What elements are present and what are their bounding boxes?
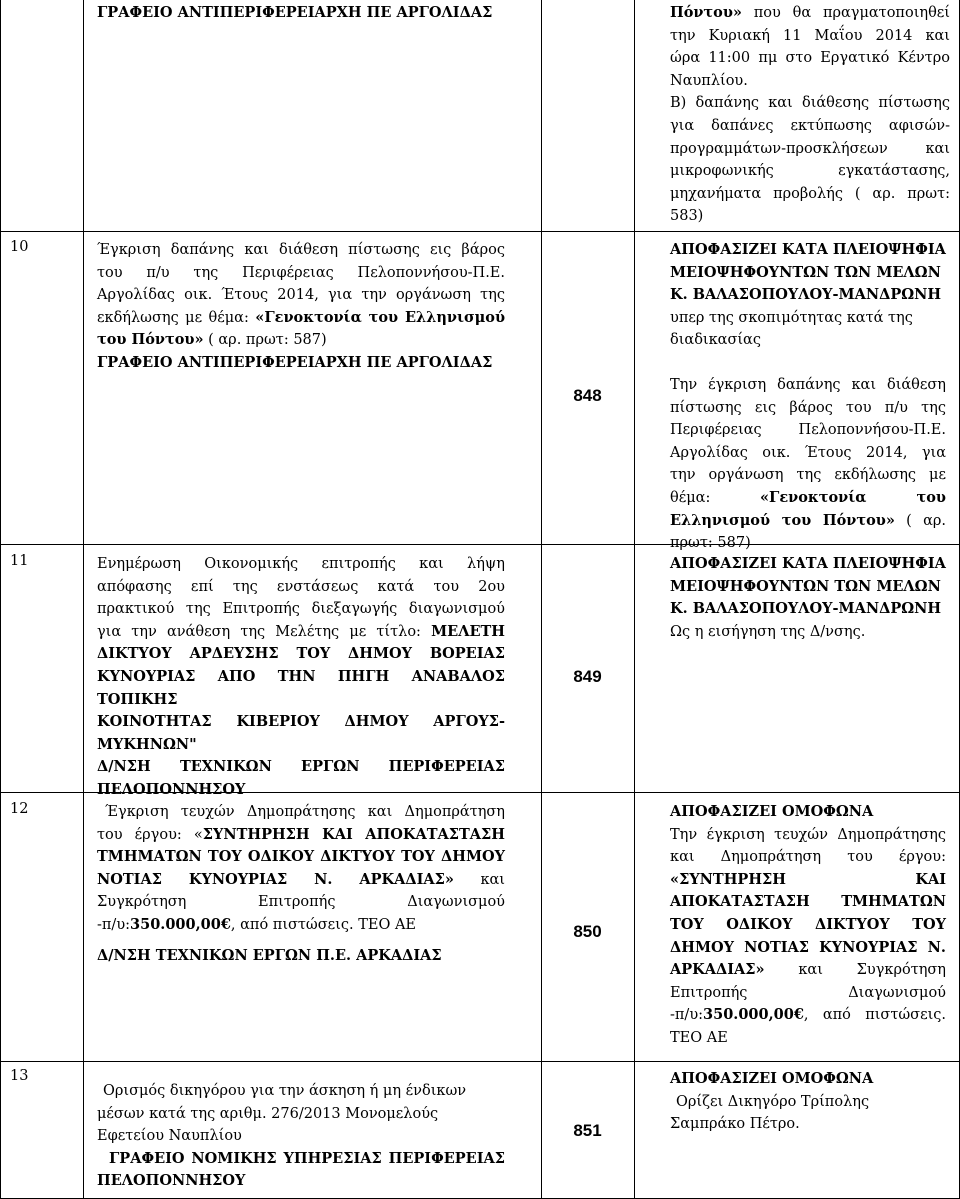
- decision-line: Β) δαπάνης και διάθεσης πίστωσης: [670, 95, 950, 112]
- decision-line: Την έγκριση τευχών Δημοπράτησης: [670, 826, 946, 843]
- row-11-decision: [670, 553, 946, 643]
- decision-line: θέμα: «Γενοκτονία του: [670, 488, 946, 506]
- decision-line: ΑΠΟΦΑΣΙΖΕΙ ΟΜΟΦΩΝΑ: [670, 1070, 874, 1087]
- decision-line: την Κυριακή 11 Μαΐου 2014 και: [670, 27, 950, 44]
- decision-line: ΑΠΟΦΑΣΙΖΕΙ ΚΑΤΑ ΠΛΕΙΟΨΗΦΙΑ: [670, 555, 946, 572]
- decision-line: Ναυπλίου.: [670, 72, 748, 89]
- decision-line: ώρα 11:00 πμ στο Εργατικό Κέντρο: [670, 50, 950, 67]
- subject-line: Εφετείου Ναυπλίου: [97, 1128, 242, 1145]
- decision-line: Πόντου» που θα πραγματοποιηθεί: [670, 4, 950, 21]
- subject-line: ΚΟΙΝΟΤΗΤΑΣ ΚΙΒΕΡΙΟΥ ΔΗΜΟΥ ΑΡΓΟΥΣ-: [97, 713, 505, 731]
- row-12-subject: [97, 801, 505, 967]
- decision-line: Κ. ΒΑΛΑΣΟΠΟΥΛΟΥ-ΜΑΝΔΡΩΝΗ: [670, 600, 942, 618]
- decision-line: πρωτ: 587): [670, 535, 751, 552]
- decision-line: προγραμμάτων-προσκλήσεων και: [670, 140, 950, 157]
- table-border-left: [0, 0, 1, 1199]
- decision-line: πίστωσης εις βάρος του π/υ της: [670, 399, 946, 416]
- row-11-subject: [97, 553, 505, 802]
- decision-line: Αργολίδας οικ. Έτους 2014, για: [670, 444, 946, 461]
- column-divider: [541, 0, 542, 1199]
- decision-line: Ως η εισήγηση της Δ/νσης.: [670, 623, 866, 640]
- decision-line: μικροφωνικής εγκατάστασης,: [670, 163, 950, 180]
- subject-line: ΓΡΑΦΕΙΟ ΝΟΜΙΚΗΣ ΥΠΗΡΕΣΙΑΣ ΠΕΡΙΦΕΡΕΙΑΣ: [109, 1149, 505, 1167]
- row-number: 11: [10, 553, 29, 569]
- decision-line: Σαμπράκο Πέτρο.: [670, 1116, 800, 1133]
- decision-line: Περιφέρειας Πελοποννήσου-Π.Ε.: [670, 422, 946, 439]
- row-10-subject: [97, 239, 505, 375]
- row-number: 12: [10, 801, 29, 817]
- subject-line: για την ανάθεση της Μελέτης με τίτλο: ΜΕΛΕΤΗ: [97, 622, 505, 640]
- subject-line: του Πόντου» ( αρ. πρωτ: 587): [97, 331, 327, 349]
- decision-line: Την έγκριση δαπάνης και διάθεση: [670, 376, 946, 393]
- subject-line: ΤΜΗΜΑΤΩΝ ΤΟΥ ΟΔΙΚΟΥ ΔΙΚΤΥΟΥ ΤΟΥ ΔΗΜΟΥ: [97, 848, 505, 866]
- column-divider: [83, 0, 84, 1199]
- row-top-decision: [670, 2, 950, 228]
- row-divider: [0, 1061, 960, 1062]
- row-13-subject: [97, 1080, 505, 1193]
- subject-line: απόφασης επί της ενστάσεως κατά του 2ου: [97, 578, 505, 595]
- row-10-decision: [670, 239, 946, 555]
- subject-line: του π/υ της Περιφέρειας Πελοποννήσου-Π.Ε.: [97, 264, 505, 281]
- subject-line: Αργολίδας οικ. Έτους 2014, για την οργάνωση της: [97, 287, 505, 304]
- decision-line: μηχανήματα προβολής ( αρ. πρωτ:: [670, 185, 950, 202]
- decision-line: ΑΠΟΦΑΣΙΖΕΙ ΟΜΟΦΩΝΑ: [670, 803, 874, 820]
- subject-line: Έγκριση τευχών Δημοπράτησης και Δημοπράτηση: [105, 804, 505, 820]
- row-number: 10: [10, 239, 29, 255]
- decision-line: ΔΗΜΟΥ ΝΟΤΙΑΣ ΚΥΝΟΥΡΙΑΣ Ν.: [670, 938, 946, 956]
- row-12-decision: [670, 801, 946, 1050]
- decision-line: και Δημοπράτηση του έργου:: [670, 849, 946, 866]
- decision-line: Κ. ΒΑΛΑΣΟΠΟΥΛΟΥ-ΜΑΝΔΡΩΝΗ: [670, 286, 942, 304]
- decision-line: «ΣΥΝΤΗΡΗΣΗ ΚΑΙ: [670, 870, 946, 888]
- decision-line: Επιτροπής Διαγωνισμού: [670, 984, 946, 1001]
- subject-line: ΔΙΚΤΥΟΥ ΑΡΔΕΥΣΗΣ ΤΟΥ ΔΗΜΟΥ ΒΟΡΕΙΑΣ: [97, 645, 505, 663]
- subject-line: ΚΥΝΟΥΡΙΑΣ ΑΠΟ ΤΗΝ ΠΗΓΗ ΑΝΑΒΑΛΟΣ ΤΟΠΙΚΗΣ: [97, 667, 505, 708]
- decision-line: την οργάνωση της εκδήλωσης με: [670, 467, 946, 484]
- blank-line: [670, 352, 946, 374]
- row-number: 13: [10, 1068, 29, 1084]
- decision-line: για δαπάνες εκτύπωσης αφισών-: [670, 117, 950, 134]
- subject-line: -π/υ:350.000,00€, από πιστώσεις. ΤΕΟ ΑΕ: [97, 915, 417, 933]
- subject-line: εκδήλωσης με θέμα: «Γενοκτονία του Ελληνισμού: [97, 308, 506, 326]
- decision-line: 583): [670, 208, 704, 225]
- decision-number: 851: [573, 1121, 602, 1140]
- decision-line: διαδικασίας: [670, 332, 761, 349]
- subject-line: Δ/ΝΣΗ ΤΕΧΝΙΚΩΝ ΕΡΓΩΝ Π.Ε. ΑΡΚΑΔΙΑΣ: [97, 946, 442, 964]
- subject-line: Έγκριση δαπάνης και διάθεση πίστωσης εις βάρος: [97, 242, 505, 258]
- row-divider: [0, 231, 960, 232]
- subject-line: ΜΥΚΗΝΩΝ": [97, 735, 197, 753]
- subject-line: μέσων κατά της αριθμ. 276/2013 Μονομελούς: [97, 1105, 439, 1122]
- decision-line: ΑΡΚΑΔΙΑΣ» και Συγκρότηση: [670, 961, 946, 979]
- decision-line: ΤΕΟ ΑΕ: [670, 1029, 728, 1046]
- subject-line: ΠΕΛΟΠΟΝΝΗΣΟΥ: [97, 1172, 246, 1190]
- decision-number: 848: [573, 386, 602, 405]
- decision-line: ΤΟΥ ΟΔΙΚΟΥ ΔΙΚΤΥΟΥ ΤΟΥ: [670, 915, 946, 933]
- subject-line: ΠΕΛΟΠΟΝΝΗΣΟΥ: [97, 780, 246, 798]
- subject-line: Ορισμός δικηγόρου για την άσκηση ή μη ένδικων: [103, 1083, 467, 1099]
- subject-line: ΝΟΤΙΑΣ ΚΥΝΟΥΡΙΑΣ Ν. ΑΡΚΑΔΙΑΣ» και: [97, 870, 505, 888]
- decision-number: 850: [573, 922, 602, 941]
- decision-line: ΜΕΙΟΨΗΦΟΥΝΤΩΝ ΤΩΝ ΜΕΛΩΝ: [670, 263, 941, 281]
- row-top-subject-title: ΓΡΑΦΕΙΟ ΑΝΤΙΠΕΡΙΦΕΡΕΙΑΡΧΗ ΠΕ ΑΡΓΟΛΙΔΑΣ: [97, 4, 493, 21]
- decision-line: ΑΠΟΚΑΤΑΣΤΑΣΗ ΤΜΗΜΑΤΩΝ: [670, 893, 946, 911]
- decision-number: 849: [573, 667, 602, 686]
- subject-line: ΓΡΑΦΕΙΟ ΑΝΤΙΠΕΡΙΦΕΡΕΙΑΡΧΗ ΠΕ ΑΡΓΟΛΙΔΑΣ: [97, 353, 493, 371]
- subject-line: πρακτικού της Επιτροπής διεξαγωγής διαγωνισμού: [97, 601, 505, 618]
- subject-line: Συγκρότηση Επιτροπής Διαγωνισμού: [97, 894, 505, 911]
- decision-line: Ελληνισμού του Πόντου» ( αρ.: [670, 511, 946, 529]
- row-13-decision: [670, 1068, 946, 1136]
- decision-line: ΑΠΟΦΑΣΙΖΕΙ ΚΑΤΑ ΠΛΕΙΟΨΗΦΙΑ: [670, 241, 946, 258]
- decision-line: Ορίζει Δικηγόρο Τρίπολης: [676, 1093, 870, 1110]
- decision-line: -π/υ:350.000,00€, από πιστώσεις.: [670, 1006, 946, 1024]
- subject-line: Δ/ΝΣΗ ΤΕΧΝΙΚΩΝ ΕΡΓΩΝ ΠΕΡΙΦΕΡΕΙΑΣ: [97, 758, 505, 776]
- subject-line: Ενημέρωση Οικονομικής επιτροπής και λήψη: [97, 556, 505, 572]
- blank-line: [97, 937, 505, 945]
- decision-line: υπερ της σκοπιμότητας κατά της: [670, 309, 913, 326]
- column-divider: [634, 0, 635, 1199]
- subject-line: του έργου: «ΣΥΝΤΗΡΗΣΗ ΚΑΙ ΑΠΟΚΑΤΑΣΤΑΣΗ: [97, 825, 505, 843]
- decision-line: ΜΕΙΟΨΗΦΟΥΝΤΩΝ ΤΩΝ ΜΕΛΩΝ: [670, 577, 941, 595]
